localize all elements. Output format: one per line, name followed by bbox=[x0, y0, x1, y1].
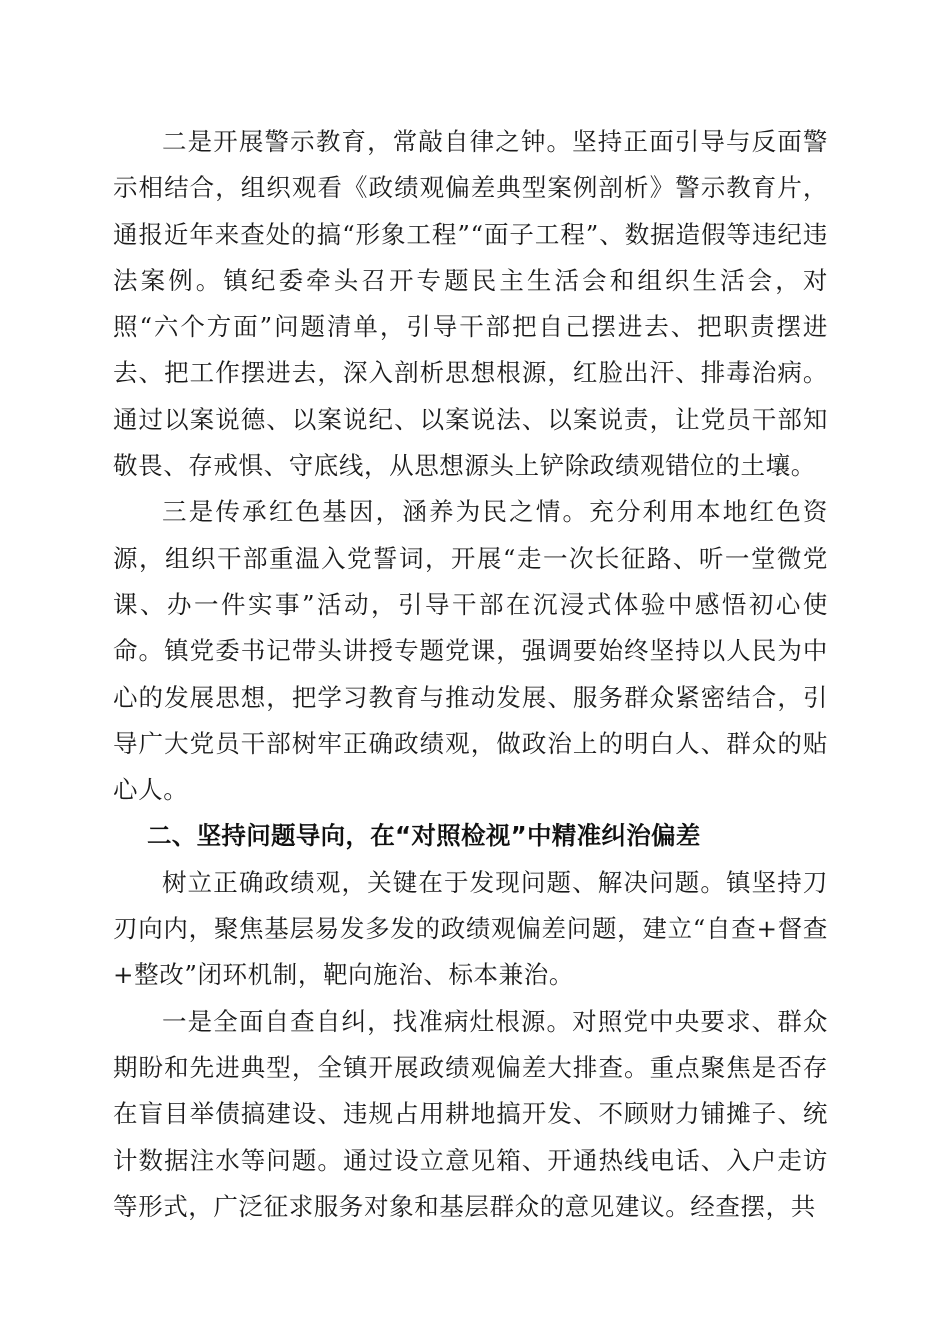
paragraph-self-inspection: 一是全面自查自纠，找准病灶根源。对照党中央要求、群众期盼和先进典型，全镇开展政绩观偏差大排查。重点聚焦是否存在盲目举债搞建设、违规占用耕地搞开发、不顾财力铺摊子、统计数据注水等问题。通过设立意见箱、开通热线电话、入户走访等形式，广泛征求服务对象和基层群众的意见建议。经查摆，共 bbox=[113, 1006, 828, 1221]
paragraph-warning-education: 二是开展警示教育，常敲自律之钟。坚持正面引导与反面警示相结合，组织观看《政绩观偏差典型案例剖析》警示教育片，通报近年来查处的搞“形象工程”“面子工程”、数据造假等违纪违法案例。镇纪委牵头召开专题民主生活会和组织生活会，对照“六个方面”问题清单，引导干部把自己摆进去、把职责摆进去、把工作摆进去，深入剖析思想根源，红脸出汗、排毒治病。通过以案说德、以案说纪、以案说法、以案说责，让党员干部知敬畏、存戒惧、守底线，从思想源头上铲除政绩观错位的土壤。 bbox=[113, 127, 828, 481]
paragraph-problem-orientation: 树立正确政绩观，关键在于发现问题、解决问题。镇坚持刀刃向内，聚焦基层易发多发的政绩观偏差问题，建立“自查+督查+整改”闭环机制，靶向施治、标本兼治。 bbox=[113, 867, 828, 990]
section-heading: 二、坚持问题导向，在“对照检视”中精准纠治偏差 bbox=[147, 821, 701, 851]
document-body bbox=[113, 119, 828, 1230]
paragraph-red-gene: 三是传承红色基因，涵养为民之情。充分利用本地红色资源，组织干部重温入党誓词，开展“走一次长征路、听一堂微党课、办一件实事”活动，引导干部在沉浸式体验中感悟初心使命。镇党委书记带头讲授专题党课，强调要始终坚持以人民为中心的发展思想，把学习教育与推动发展、服务群众紧密结合，引导广大党员干部树牢正确政绩观，做政治上的明白人、群众的贴心人。 bbox=[113, 497, 828, 805]
